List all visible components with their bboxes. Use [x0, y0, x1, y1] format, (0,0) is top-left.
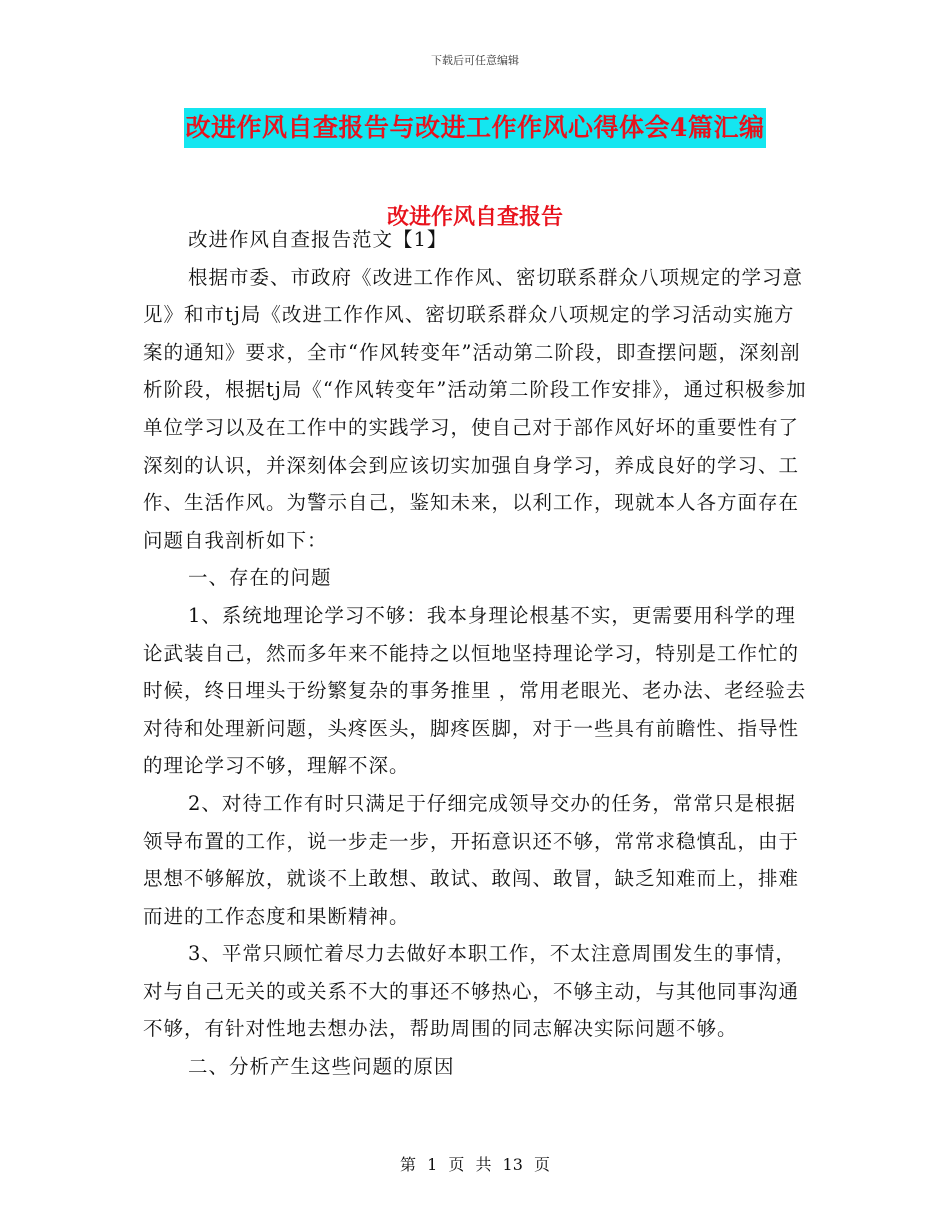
paragraph-heading-problems: 一、存在的问题: [188, 566, 332, 590]
document-title-container: [0, 108, 950, 148]
section-title: 改进作风自查报告: [386, 204, 563, 230]
paragraph-problem-1: 1、系统地理论学习不够：我本身理论根基不实，更需要用科学的理论武装自己，然而多年来不能持之以恒地坚持理论学习，特别是工作忙的时候，终日埋头于纷繁复杂的事务推里 ，常用老眼光、老办法、老经验去对待和处理新问题，头疼医头，脚疼医脚，对于一些具有前瞻性、指导性的理论学习不够，理解不深。: [143, 603, 807, 778]
document-title: 改进作风自查报告与改进工作作风心得体会4篇汇编: [184, 108, 767, 148]
body-text: [143, 221, 813, 1086]
paragraph-sample-heading: 改进作风自查报告范文【1】: [188, 228, 448, 251]
paragraph-problem-3: 3、平常只顾忙着尽力去做好本职工作，不太注意周围发生的事情，对与自己无关的或关系不大的事还不够热心，不够主动，与其他同事沟通不够，有针对性地去想办法，帮助周围的同志解决实际问题不够。: [143, 942, 800, 1041]
page-number: 第 1 页 共 13 页: [400, 1155, 550, 1174]
paragraph-heading-causes: 二、分析产生这些问题的原因: [188, 1055, 455, 1079]
paragraph-intro: 根据市委、市政府《改进工作作风、密切联系群众八项规定的学习意见》和市tj局《改进工作作风、密切联系群众八项规定的学习活动实施方案的通知》要求，全市“作风转变年”活动第二阶段，即查摆问题，深刻剖析阶段，根据tj局《“作风转变年”活动第二阶段工作安排》，通过积极参加单位学习以及在工作中的实践学习，使自己对于部作风好坏的重要性有了深刻的认识，并深刻体会到应该切实加强自身学习，养成良好的学习、工作、生活作风。为警示自己，鉴知未来，以利工作，现就本人各方面存在问题自我剖析如下：: [143, 265, 807, 552]
header-note: 下载后可任意编辑: [431, 54, 519, 67]
paragraph-problem-2: 2、对待工作有时只满足于仔细完成领导交办的任务，常常只是根据领导布置的工作，说一步走一步，开拓意识还不够，常常求稳慎乱，由于思想不够解放，就谈不上敢想、敢试、敢闯、敢冒，缺乏知难而上，排难而进的工作态度和果断精神。: [143, 791, 800, 928]
